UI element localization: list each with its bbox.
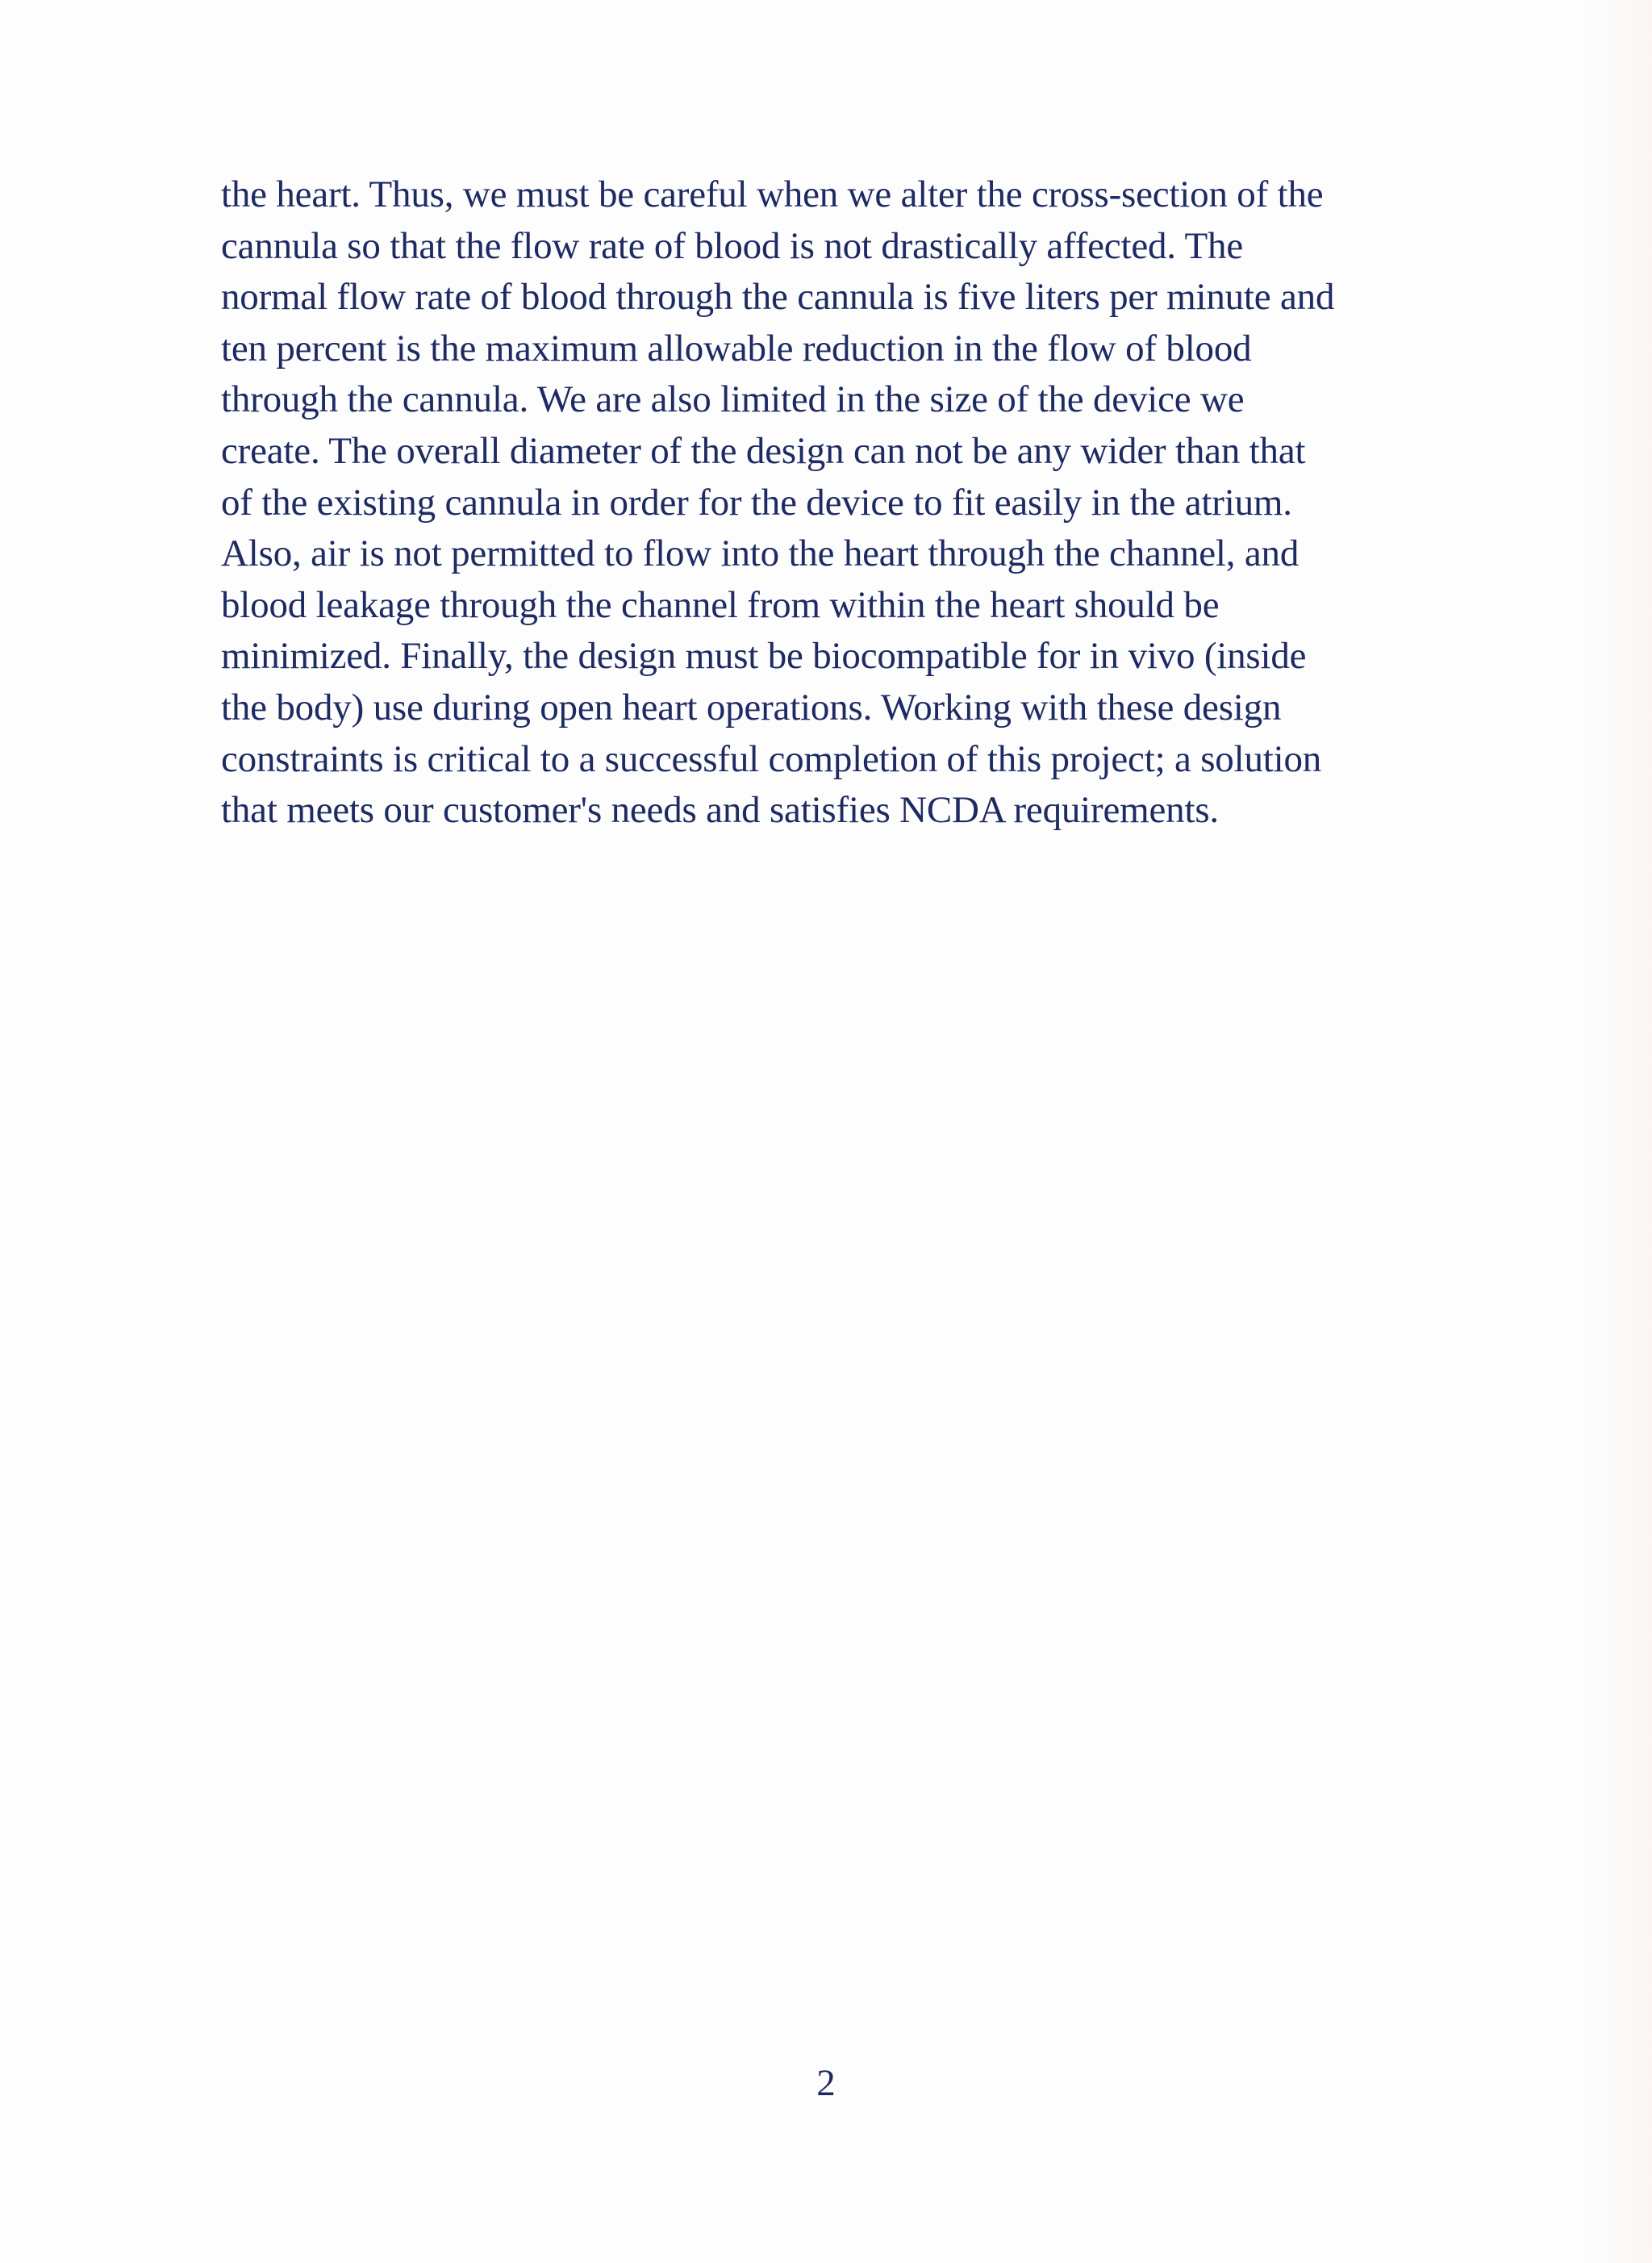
paragraph-line: through the cannula. We are also limited in the size of the device we bbox=[221, 378, 1245, 421]
page-number: 2 bbox=[816, 2062, 836, 2104]
paragraph-line: of the existing cannula in order for the device to fit easily in the atrium. bbox=[221, 481, 1292, 524]
paragraph-line: constraints is critical to a successful completion of this project; a solution bbox=[221, 737, 1322, 780]
paragraph-line: Also, air is not permitted to flow into the heart through the channel, and bbox=[221, 532, 1299, 575]
paragraph-line: normal flow rate of blood through the cannula is five liters per minute and bbox=[221, 276, 1335, 319]
body-paragraph bbox=[221, 169, 1479, 837]
paragraph-line: create. The overall diameter of the design can not be any wider than that bbox=[221, 429, 1306, 472]
paragraph-line: cannula so that the flow rate of blood is not drastically affected. The bbox=[221, 224, 1244, 267]
paragraph-line: minimized. Finally, the design must be biocompatible for in vivo (inside bbox=[221, 635, 1307, 678]
paragraph-line: that meets our customer's needs and satisfies NCDA requirements. bbox=[221, 789, 1219, 832]
paragraph-line: the body) use during open heart operations. Working with these design bbox=[221, 686, 1282, 729]
paragraph-line: the heart. Thus, we must be careful when we alter the cross-section of the bbox=[221, 173, 1324, 215]
paragraph-line: ten percent is the maximum allowable reduction in the flow of blood bbox=[221, 327, 1252, 370]
paragraph-line: blood leakage through the channel from within the heart should be bbox=[221, 583, 1220, 626]
